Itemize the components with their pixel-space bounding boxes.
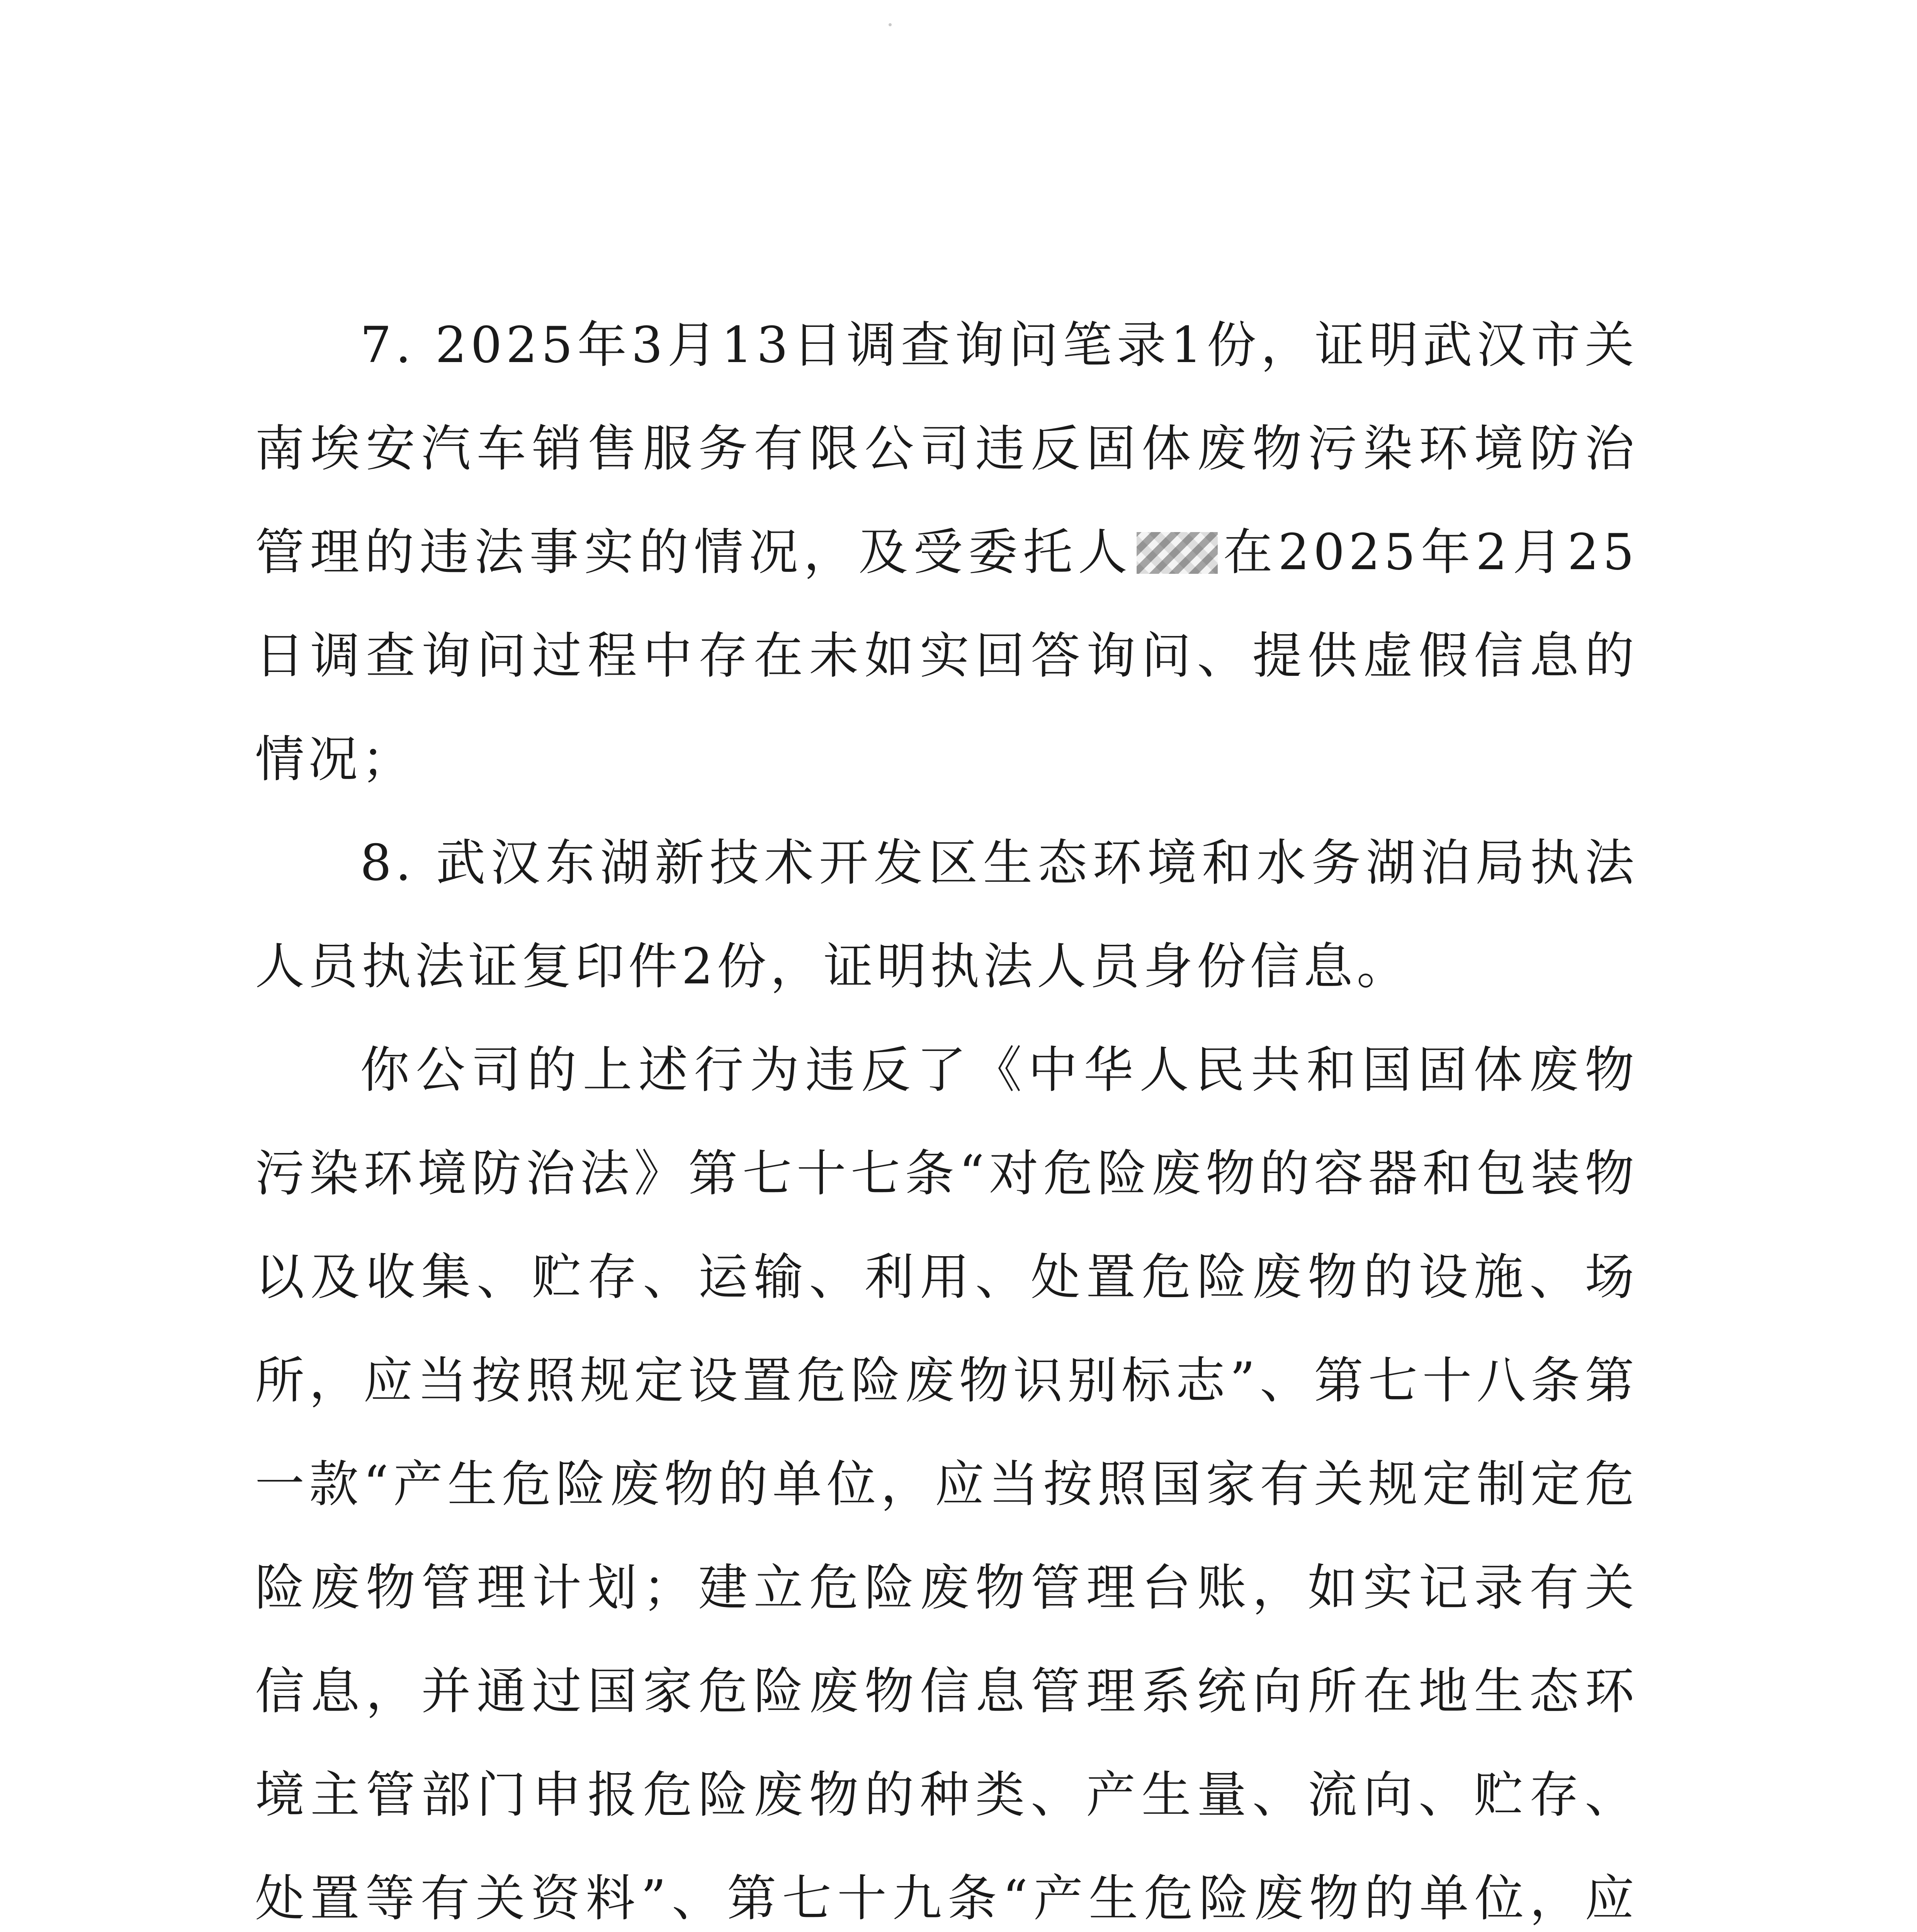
evidence-item-8: 8. 武汉东湖新技术开发区生态环境和水务湖泊局执法人员执法证复印件2份，证明执法人员身份信息。 bbox=[255, 834, 1638, 995]
evidence-item-7-text-before: 7. 2025年3月13日调查询问笔录1份，证明武汉市关南埃安汽车销售服务有限公司违反固体废物污染环境防治管理的违法事实的情况，及受委托人 bbox=[255, 316, 1638, 581]
scan-speck bbox=[889, 23, 892, 26]
document-body bbox=[255, 294, 1638, 1932]
redacted-name bbox=[1137, 532, 1218, 574]
violation-paragraph: 你公司的上述行为违反了《中华人民共和国固体废物污染环境防治法》第七十七条“对危险废物的容器和包装物以及收集、贮存、运输、利用、处置危险废物的设施、场所，应当按照规定设置危险废物识别标志”、第七十八条第一款“产生危险废物的单位，应当按照国家有关规定制定危险废物管理计划；建立危险废物管理台账，如实记录有关信息，并通过国家危险废物信息管理系统向所在地生态环境主管部门申报危险废物的种类、产生量、流向、贮存、处置等有关资料”、第七十九条“产生危险废物的单位，应 bbox=[255, 1041, 1638, 1927]
evidence-item-7-text-after: 在2025年2月25日调查询问过程中存在未如实回答询问、提供虚假信息的情况； bbox=[255, 524, 1638, 788]
evidence-item-7 bbox=[255, 294, 1638, 811]
